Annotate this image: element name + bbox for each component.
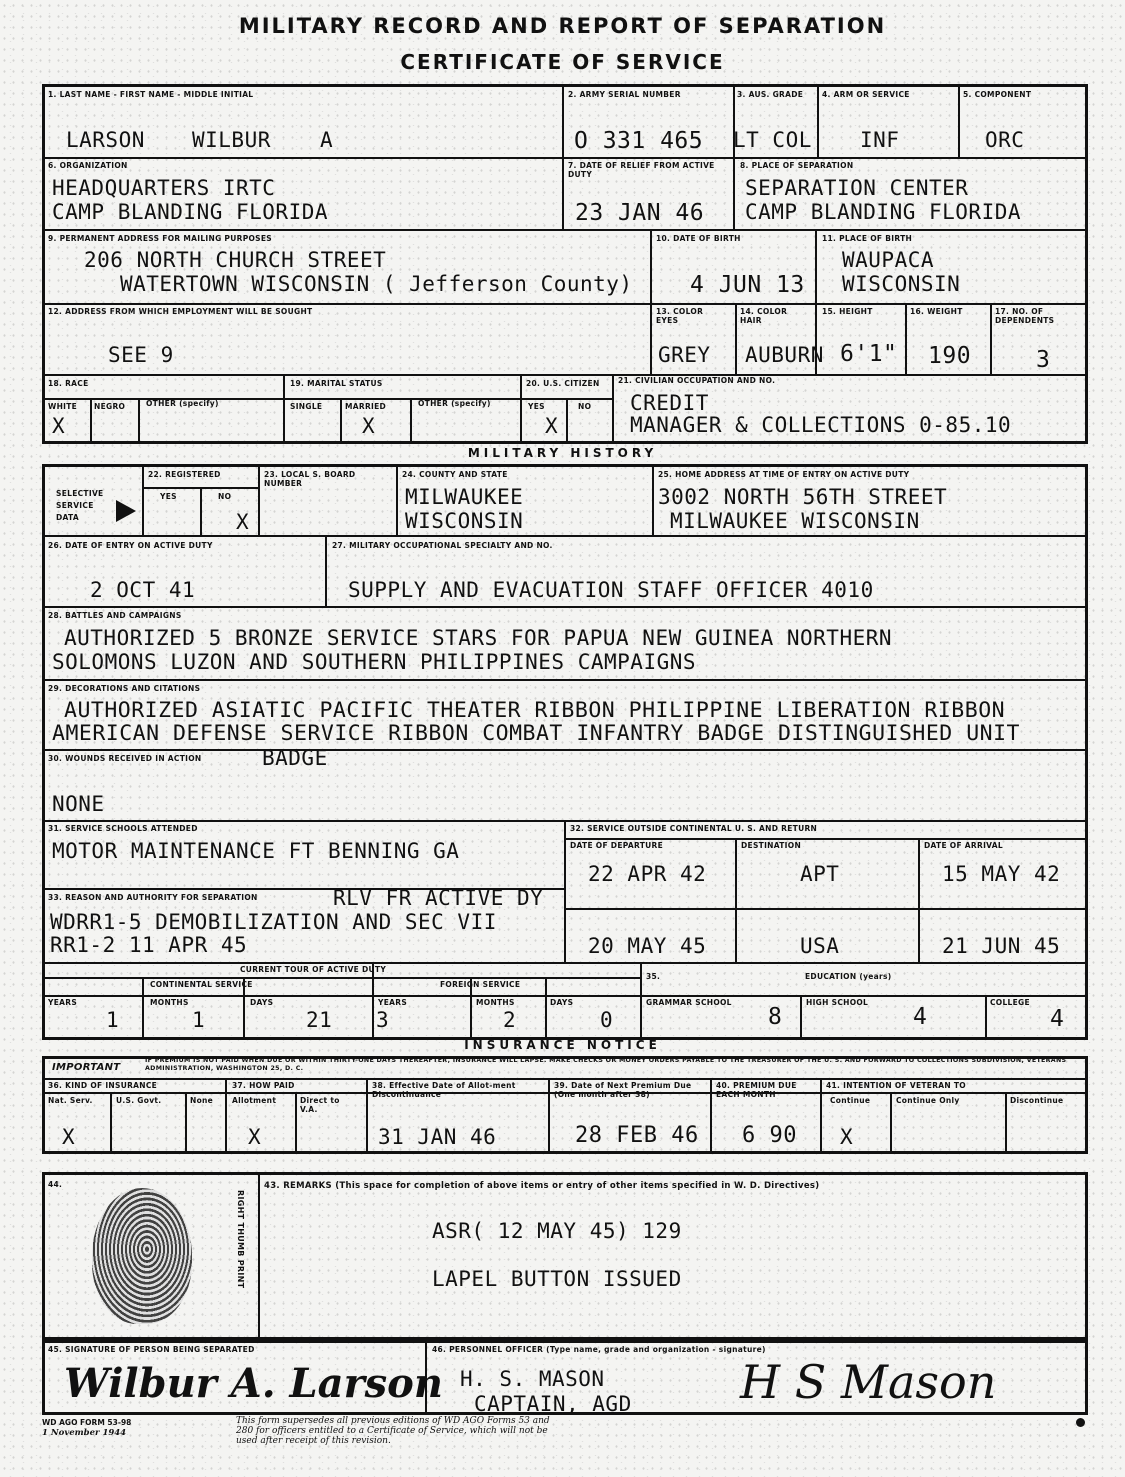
label-occupation: 21. CIVILIAN OCCUPATION AND NO. bbox=[618, 376, 776, 385]
organization-line2: CAMP BLANDING FLORIDA bbox=[52, 200, 329, 224]
eyes-value: GREY bbox=[658, 343, 711, 367]
departure-2: 20 MAY 45 bbox=[588, 934, 707, 958]
label-cont-years: YEARS bbox=[48, 998, 78, 1007]
grade-value: LT COL bbox=[733, 128, 812, 152]
battles-line1: AUTHORIZED 5 BRONZE SERVICE STARS FOR PAPUA NEW GUINEA NORTHERN bbox=[64, 626, 893, 650]
component-value: ORC bbox=[985, 128, 1025, 152]
officer-signature: H S Mason bbox=[740, 1355, 997, 1409]
label-cont-days: DAYS bbox=[250, 998, 274, 1007]
rule bbox=[545, 977, 547, 1038]
county-line1: MILWAUKEE bbox=[405, 485, 524, 509]
rule bbox=[42, 303, 1088, 305]
rule bbox=[564, 820, 566, 962]
label-schools: 31. SERVICE SCHOOLS ATTENDED bbox=[48, 824, 198, 833]
home-address-line2: MILWAUKEE WISCONSIN bbox=[670, 509, 920, 533]
ins-allotment-mark: X bbox=[248, 1125, 262, 1149]
label-race-negro: NEGRO bbox=[94, 402, 126, 411]
relief-date-value: 23 JAN 46 bbox=[575, 200, 705, 226]
label-hair: 14. COLOR HAIR bbox=[740, 307, 788, 325]
label-education: EDUCATION (years) bbox=[805, 972, 892, 981]
middle-initial: A bbox=[320, 128, 334, 152]
rule bbox=[295, 1092, 297, 1152]
rule bbox=[410, 398, 412, 442]
arrow-right-icon bbox=[116, 500, 136, 522]
label-allotment: Allotment bbox=[232, 1096, 277, 1105]
officer-grade: CAPTAIN, AGD bbox=[474, 1392, 632, 1416]
grammar-value: 8 bbox=[768, 1004, 783, 1030]
schools-value: MOTOR MAINTENANCE FT BENNING GA bbox=[52, 839, 460, 863]
rule bbox=[325, 535, 327, 606]
married-mark: X bbox=[362, 414, 376, 438]
supersedes-note: This form supersedes all previous editions of WD AGO Forms 53 and 280 for officers entitled to a Certificate of Service, which will not be used after receipt of this revision. bbox=[236, 1416, 550, 1446]
high-school-value: 4 bbox=[913, 1004, 928, 1030]
label-dependents: 17. NO. OF DEPENDENTS bbox=[995, 307, 1055, 325]
label-county: 24. COUNTY AND STATE bbox=[402, 470, 508, 479]
label-registered: 22. REGISTERED bbox=[148, 470, 221, 479]
label-citizen: 20. U.S. CITIZEN bbox=[526, 379, 600, 388]
label-direct-va: Direct to V.A. bbox=[300, 1096, 340, 1114]
label-discontinue: Discontinue bbox=[1010, 1096, 1064, 1105]
arrival-1: 15 MAY 42 bbox=[942, 862, 1061, 886]
label-grammar: GRAMMAR SCHOOL bbox=[646, 998, 732, 1007]
rule bbox=[710, 1078, 712, 1152]
address-line2: WATERTOWN WISCONSIN ( Jefferson County) bbox=[120, 272, 633, 296]
label-relief-date: 7. DATE OF RELIEF FROM ACTIVE DUTY bbox=[568, 161, 715, 179]
occupation-line2: MANAGER & COLLECTIONS 0-85.10 bbox=[630, 413, 1012, 437]
label-selective-service: SELECTIVE SERVICE DATA bbox=[56, 489, 104, 522]
decorations-line3: BADGE bbox=[262, 746, 328, 770]
label-nat-serv: Nat. Serv. bbox=[48, 1096, 93, 1105]
label-wounds: 30. WOUNDS RECEIVED IN ACTION bbox=[48, 754, 202, 763]
label-single: SINGLE bbox=[290, 402, 323, 411]
first-name: WILBUR bbox=[192, 128, 271, 152]
label-us-govt: U.S. Govt. bbox=[116, 1096, 162, 1105]
important-notice-text: IF PREMIUM IS NOT PAID WHEN DUE OR WITHIN THIRTY-ONE DAYS THEREAFTER, INSURANCE WILL LAPSE. MAKE CHECKS OR MONEY ORDERS PAYABLE TO THE TREASURER OF THE U. S. AND FORWARD TO COLLECTIONS SUBDIVISION, VETERANS ADMINISTRATION, WASHINGTON 25, D. C. bbox=[145, 1057, 1067, 1072]
rule bbox=[564, 838, 1088, 840]
wounds-value: NONE bbox=[52, 792, 105, 816]
label-foreign: FOREIGN SERVICE bbox=[440, 980, 521, 989]
rule bbox=[650, 229, 652, 374]
rule bbox=[817, 86, 819, 157]
separation-line1: SEPARATION CENTER bbox=[745, 176, 969, 200]
departure-1: 22 APR 42 bbox=[588, 862, 707, 886]
rule bbox=[42, 157, 1088, 159]
rule bbox=[142, 466, 144, 535]
label-home-address: 25. HOME ADDRESS AT TIME OF ENTRY ON ACTIVE DUTY bbox=[658, 470, 910, 479]
rule bbox=[42, 398, 612, 400]
reason-line3: RR1-2 11 APR 45 bbox=[50, 933, 248, 957]
label-cont-months: MONTHS bbox=[150, 998, 189, 1007]
rule bbox=[800, 995, 802, 1038]
rule bbox=[652, 466, 654, 535]
home-address-line1: 3002 NORTH 56TH STREET bbox=[658, 485, 948, 509]
label-employment-address: 12. ADDRESS FROM WHICH EMPLOYMENT WILL BE SOUGHT bbox=[48, 307, 313, 316]
label-race: 18. RACE bbox=[48, 379, 89, 388]
label-board-number: 23. LOCAL S. BOARD NUMBER bbox=[264, 470, 356, 488]
label-important: IMPORTANT bbox=[52, 1062, 121, 1073]
label-reason: 33. REASON AND AUTHORITY FOR SEPARATION bbox=[48, 893, 258, 902]
rule bbox=[42, 535, 1088, 537]
rule bbox=[42, 749, 1088, 751]
label-race-white: WHITE bbox=[48, 402, 78, 411]
rule bbox=[820, 1078, 822, 1152]
continue-mark: X bbox=[840, 1125, 854, 1149]
dob-value: 4 JUN 13 bbox=[690, 272, 805, 298]
cont-months-value: 1 bbox=[192, 1008, 206, 1032]
weight-value: 190 bbox=[928, 343, 972, 369]
rule bbox=[42, 679, 1088, 681]
label-destination: DESTINATION bbox=[741, 841, 802, 850]
premium-amount-value: 6 90 bbox=[742, 1123, 797, 1148]
label-signature-person: 45. SIGNATURE OF PERSON BEING SEPARATED bbox=[48, 1345, 255, 1354]
pob-line2: WISCONSIN bbox=[842, 272, 961, 296]
label-marital: 19. MARITAL STATUS bbox=[290, 379, 383, 388]
form-date: 1 November 1944 bbox=[42, 1428, 127, 1438]
decorations-line1: AUTHORIZED ASIATIC PACIFIC THEATER RIBBON PHILIPPINE LIBERATION RIBBON bbox=[64, 698, 1006, 723]
label-grade: 3. AUS. GRADE bbox=[737, 90, 804, 99]
label-married: MARRIED bbox=[345, 402, 387, 411]
destination-2: USA bbox=[800, 934, 840, 958]
registered-no-mark: X bbox=[236, 510, 250, 534]
rule bbox=[396, 466, 398, 535]
arrival-2: 21 JUN 45 bbox=[942, 934, 1061, 958]
citizen-yes-mark: X bbox=[545, 414, 559, 438]
mos-value: SUPPLY AND EVACUATION STAFF OFFICER 4010 bbox=[348, 578, 874, 602]
rule bbox=[90, 398, 92, 442]
rule bbox=[735, 303, 737, 374]
last-name: LARSON bbox=[66, 128, 145, 152]
destination-1: APT bbox=[800, 862, 840, 886]
label-44: 44. bbox=[48, 1180, 63, 1189]
label-departure: DATE OF DEPARTURE bbox=[570, 841, 664, 850]
label-premium-due: 40. PREMIUM DUE EACH MONTH bbox=[716, 1081, 797, 1099]
rule bbox=[340, 398, 342, 442]
label-citizen-no: NO bbox=[578, 402, 592, 411]
rule bbox=[905, 303, 907, 374]
label-high-school: HIGH SCHOOL bbox=[806, 998, 869, 1007]
rule bbox=[42, 995, 1088, 997]
arm-value: INF bbox=[860, 128, 900, 152]
label-kind-insurance: 36. KIND OF INSURANCE bbox=[48, 1081, 158, 1090]
rule bbox=[566, 398, 568, 442]
rule bbox=[283, 374, 285, 442]
rule bbox=[42, 606, 1088, 608]
rule bbox=[520, 374, 522, 442]
punch-dot bbox=[1076, 1418, 1085, 1427]
serial-number: O 331 465 bbox=[574, 128, 704, 154]
label-thumb-print: RIGHT THUMB PRINT bbox=[236, 1190, 245, 1289]
address-line1: 206 NORTH CHURCH STREET bbox=[84, 248, 387, 272]
label-for-days: DAYS bbox=[550, 998, 574, 1007]
label-none: None bbox=[190, 1096, 214, 1105]
organization-line1: HEADQUARTERS IRTC bbox=[52, 176, 276, 200]
label-name: 1. LAST NAME - FIRST NAME - MIDDLE INITIAL bbox=[48, 90, 254, 99]
rule bbox=[918, 838, 920, 962]
rule bbox=[890, 1092, 892, 1152]
occupation-line1: CREDIT bbox=[630, 391, 709, 415]
label-continental: CONTINENTAL SERVICE bbox=[150, 980, 253, 989]
label-how-paid: 37. HOW PAID bbox=[232, 1081, 295, 1090]
label-place-separation: 8. PLACE OF SEPARATION bbox=[740, 161, 854, 170]
label-remarks: 43. REMARKS (This space for completion of above items or entry of other items specified in W. D. Directives) bbox=[264, 1181, 820, 1191]
rule bbox=[985, 995, 987, 1038]
decorations-line2: AMERICAN DEFENSE SERVICE RIBBON COMBAT INFANTRY BADGE DISTINGUISHED UNIT bbox=[52, 721, 1020, 746]
label-permanent-address: 9. PERMANENT ADDRESS FOR MAILING PURPOSES bbox=[48, 234, 272, 243]
label-service-outside: 32. SERVICE OUTSIDE CONTINENTAL U. S. AND RETURN bbox=[570, 824, 818, 833]
form-subtitle: CERTIFICATE OF SERVICE bbox=[400, 50, 725, 74]
race-white-mark: X bbox=[52, 414, 66, 438]
county-line2: WISCONSIN bbox=[405, 509, 524, 533]
rule bbox=[138, 398, 140, 442]
rule bbox=[42, 977, 640, 979]
label-battles: 28. BATTLES AND CAMPAIGNS bbox=[48, 611, 182, 620]
label-for-months: MONTHS bbox=[476, 998, 515, 1007]
label-intention: 41. INTENTION OF VETERAN TO bbox=[826, 1081, 966, 1090]
label-decorations: 29. DECORATIONS AND CITATIONS bbox=[48, 684, 201, 693]
label-dob: 10. DATE OF BIRTH bbox=[656, 234, 741, 243]
label-citizen-yes: YES bbox=[528, 402, 545, 411]
allotment-disc-value: 31 JAN 46 bbox=[378, 1125, 497, 1149]
section-insurance: INSURANCE NOTICE bbox=[464, 1038, 661, 1052]
remarks-block bbox=[42, 1172, 1088, 1340]
rule bbox=[958, 86, 960, 157]
label-eyes: 13. COLOR EYES bbox=[656, 307, 704, 325]
rule bbox=[42, 229, 1088, 231]
label-next-premium: 39. Date of Next Premium Due (One month after 38) bbox=[554, 1081, 692, 1099]
entry-date-value: 2 OCT 41 bbox=[90, 578, 196, 602]
height-value: 6'1" bbox=[840, 341, 898, 367]
section-military-history: MILITARY HISTORY bbox=[467, 446, 658, 460]
rule bbox=[612, 374, 614, 442]
label-for-years: YEARS bbox=[378, 998, 408, 1007]
next-premium-value: 28 FEB 46 bbox=[575, 1123, 699, 1148]
label-component: 5. COMPONENT bbox=[963, 90, 1032, 99]
rule bbox=[733, 86, 735, 229]
college-value: 4 bbox=[1050, 1006, 1065, 1032]
label-entry-date: 26. DATE OF ENTRY ON ACTIVE DUTY bbox=[48, 541, 213, 550]
remarks-line1: ASR( 12 MAY 45) 129 bbox=[432, 1219, 682, 1243]
label-personnel-officer: 46. PERSONNEL OFFICER (Type name, grade and organization - signature) bbox=[432, 1345, 766, 1354]
label-continue-only: Continue Only bbox=[896, 1096, 960, 1105]
rule bbox=[42, 1078, 1088, 1080]
rule bbox=[548, 1078, 550, 1152]
rule bbox=[258, 1174, 260, 1338]
label-college: COLLEGE bbox=[990, 998, 1030, 1007]
for-months-value: 2 bbox=[503, 1008, 517, 1032]
employment-address-value: SEE 9 bbox=[108, 343, 174, 367]
label-35: 35. bbox=[646, 972, 661, 981]
label-height: 15. HEIGHT bbox=[822, 307, 873, 316]
rule bbox=[735, 838, 737, 962]
label-marital-other: OTHER (specify) bbox=[418, 399, 491, 408]
form-number: WD AGO FORM 53-98 bbox=[42, 1418, 132, 1427]
label-arm: 4. ARM OR SERVICE bbox=[822, 90, 910, 99]
rule bbox=[142, 487, 258, 489]
label-arrival: DATE OF ARRIVAL bbox=[924, 841, 1003, 850]
for-days-value: 0 bbox=[600, 1008, 614, 1032]
label-race-other: OTHER (specify) bbox=[146, 399, 219, 408]
reason-line1: RLV FR ACTIVE DY bbox=[333, 886, 544, 910]
reason-line2: WDRR1-5 DEMOBILIZATION AND SEC VII bbox=[50, 910, 497, 934]
rule bbox=[564, 908, 1088, 910]
remarks-line2: LAPEL BUTTON ISSUED bbox=[432, 1267, 682, 1291]
pob-line1: WAUPACA bbox=[842, 248, 935, 272]
rule bbox=[185, 1092, 187, 1152]
rule bbox=[42, 374, 1088, 376]
rule bbox=[258, 466, 260, 535]
rule bbox=[1005, 1092, 1007, 1152]
thumbprint-image bbox=[92, 1188, 192, 1324]
label-allotment-disc: 38. Effective Date of Allot-ment Discontinuance bbox=[372, 1081, 516, 1099]
rule bbox=[110, 1092, 112, 1152]
label-organization: 6. ORGANIZATION bbox=[48, 161, 128, 170]
label-weight: 16. WEIGHT bbox=[910, 307, 963, 316]
battles-line2: SOLOMONS LUZON AND SOUTHERN PHILIPPINES CAMPAIGNS bbox=[52, 650, 697, 674]
rule bbox=[562, 86, 564, 229]
separation-line2: CAMP BLANDING FLORIDA bbox=[745, 200, 1022, 224]
label-continue: Continue bbox=[830, 1096, 871, 1105]
ins-nat-serv-mark: X bbox=[62, 1125, 76, 1149]
form-title: MILITARY RECORD AND REPORT OF SEPARATION bbox=[238, 14, 887, 38]
rule bbox=[640, 962, 642, 1038]
officer-name: H. S. MASON bbox=[460, 1367, 605, 1391]
label-pob: 11. PLACE OF BIRTH bbox=[822, 234, 913, 243]
rule bbox=[200, 487, 202, 535]
label-tour: CURRENT TOUR OF ACTIVE DUTY bbox=[240, 965, 387, 974]
rule bbox=[142, 977, 144, 1038]
person-signature: Wilbur A. Larson bbox=[64, 1360, 443, 1407]
cont-years-value: 1 bbox=[106, 1008, 120, 1032]
cont-days-value: 21 bbox=[306, 1008, 333, 1032]
label-mos: 27. MILITARY OCCUPATIONAL SPECIALTY AND NO. bbox=[332, 541, 553, 550]
rule bbox=[990, 303, 992, 374]
label-serial: 2. ARMY SERIAL NUMBER bbox=[568, 90, 681, 99]
rule bbox=[366, 1078, 368, 1152]
label-registered-no: NO bbox=[218, 492, 232, 501]
label-registered-yes: YES bbox=[160, 492, 177, 501]
dependents-value: 3 bbox=[1036, 347, 1051, 373]
hair-value: AUBURN bbox=[745, 343, 824, 367]
rule bbox=[42, 962, 1088, 964]
for-years-value: 3 bbox=[376, 1008, 390, 1032]
rule bbox=[225, 1078, 227, 1152]
